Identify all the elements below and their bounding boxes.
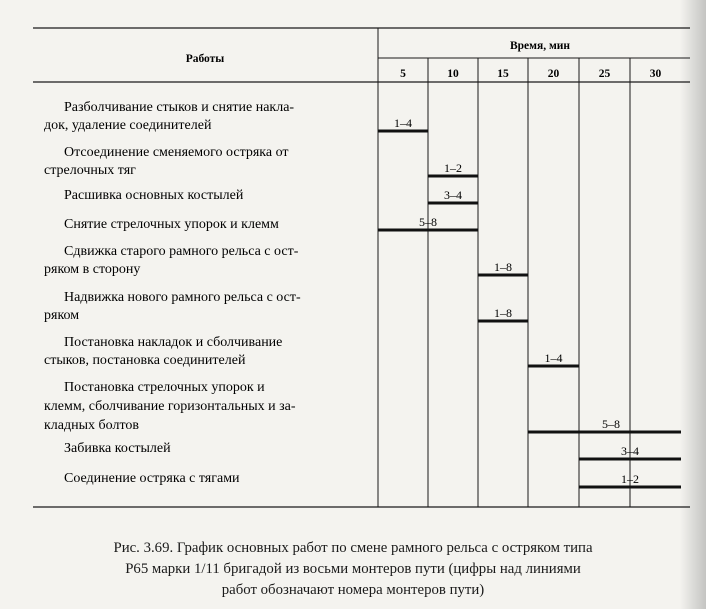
gantt-bar-label: 1–4 [544,351,563,365]
task-text-line: стыков, постановка соединителей [44,353,246,368]
caption-line: работ обозначают номера монтеров пути) [221,582,485,598]
gantt-bar-label: 1–8 [494,260,512,274]
time-tick-label: 30 [649,68,662,80]
task-text-line: Соединение остряка с тягами [64,471,240,486]
task-text-line: ряком в сторону [44,262,141,277]
task-text-line: Забивка костылей [64,441,171,456]
task-text-line: док, удаление соединителей [44,118,212,133]
gantt-bars [378,116,681,487]
task-text-line: Снятие стрелочных упорок и клемм [64,217,279,232]
task-row [64,441,171,456]
task-row [64,188,244,203]
time-tick-label: 25 [598,68,611,80]
task-row [44,335,282,368]
task-text-line: стрелочных тяг [44,163,136,178]
table-header [186,40,662,80]
task-list [44,100,301,486]
gantt-bar-label: 3–4 [444,188,462,202]
task-row [44,145,289,178]
time-tick-label: 10 [447,68,459,80]
gantt-bar-label: 1–8 [494,306,512,320]
task-text-line: Постановка стрелочных упорок и [64,380,265,395]
task-text-line: Сдвижка старого рамного рельса с ост- [64,244,299,259]
task-row [44,100,294,133]
time-tick-label: 5 [400,68,406,80]
gantt-bar-label: 1–2 [621,472,639,486]
task-row [44,380,296,433]
task-text-line: Разболчивание стыков и снятие наклa- [64,100,295,115]
task-row [44,290,301,323]
gantt-bar-label: 1–4 [394,116,412,130]
gantt-bar-label: 5–8 [419,215,437,229]
column-header-time: Время, мин [509,40,571,52]
figure-caption [0,538,706,601]
caption-line: Рис. 3.69. График основных работ по смене рамного рельса с остряком типа [113,540,593,556]
task-text-line: ряком [44,308,80,323]
time-tick-label: 20 [547,68,560,80]
task-text-line: Отсоединение сменяемого остряка от [64,145,289,160]
gantt-bar-label: 3–4 [621,444,639,458]
task-text-line: клемм, сболчивание горизонтальных и за- [44,399,296,414]
task-row [64,217,279,232]
task-row [64,471,240,486]
time-tick-label: 15 [497,68,509,80]
task-row [44,244,299,277]
task-text-line: Расшивка основных костылей [64,188,244,203]
gantt-bar-label: 1–2 [444,161,462,175]
task-text-line: кладных болтов [44,418,139,433]
caption-line: Р65 марки 1/11 бригадой из восьми монтеров пути (цифры над линиями [125,561,581,577]
task-text-line: Постановка накладок и сболчивание [64,335,283,350]
column-header-works: Работы [185,53,225,65]
task-text-line: Надвижка нового рамного рельса с ост- [64,290,301,305]
gantt-bar-label: 5–8 [602,417,620,431]
